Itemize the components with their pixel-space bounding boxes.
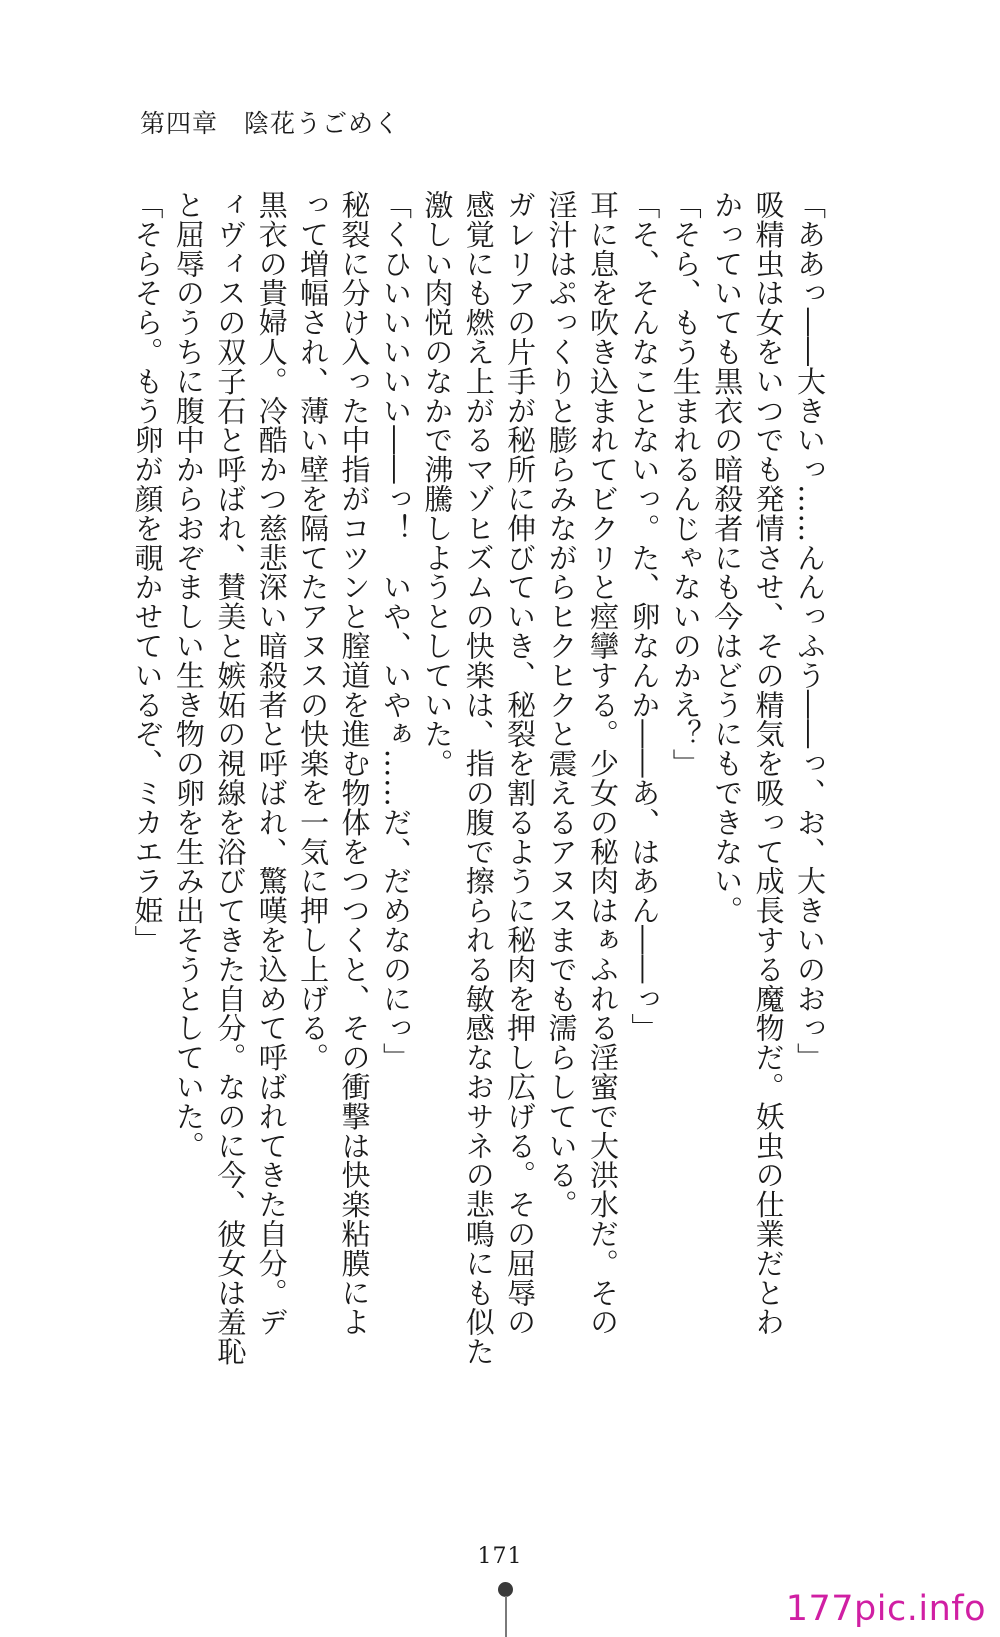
text-line: 「ああっ――大きいっ……んんっふう――っ、お、大きいのおっ」 [793,190,827,1072]
text-line: 感覚にも燃え上がるマゾヒズムの快楽は、指の腹で擦られる敏感なおサネの悲鳴にも似た [461,190,496,1366]
text-line: ィヴィスの双子石と呼ばれ、賛美と嫉妬の視線を浴びてきた自分。なのに今、彼女は羞恥 [213,190,248,1366]
text-line: 「そ、そんなことないっ。た、卵なんか――あ、はあん――っ」 [627,190,662,1043]
page-marker-dot [498,1582,513,1597]
text-line: 耳に息を吹き込まれてビクリと痙攣する。少女の秘肉はぁふれる淫蜜で大洪水だ。その [585,190,620,1337]
text-line: って増幅され、薄い壁を隔てたアヌスの快楽を一気に押し上げる。 [296,190,331,1072]
text-line: 吸精虫は女をいつでも発情させ、その精気を吸って成長する魔物だ。妖虫の仕業だとわ [751,190,786,1337]
body-text [126,190,830,1366]
text-line: かっていても黒衣の暗殺者にも今はどうにもできない。 [710,190,745,925]
text-line: 「そらそら。もう卵が顔を覗かせているぞ、ミカエラ姫」 [130,190,165,955]
text-line: 「くひいいいいい――っ！ いや、いやぁ……だ、だめなのにっ」 [378,190,413,1072]
text-line: 淫汁はぷっくりと膨らみながらヒクヒクと震えるアヌスまでも濡らしている。 [544,190,579,1219]
text-line: 「そら、もう生まれるんじゃないのかえ？」 [668,190,703,778]
page-marker-line [505,1596,507,1637]
text-line: 黒衣の貴婦人。冷酷かつ慈悲深い暗殺者と呼ばれ、驚嘆を込めて呼ばれてきた自分。デ [254,190,289,1337]
text-line: ガレリアの片手が秘所に伸びていき、秘裂を割るように秘肉を押し広げる。その屈辱の [503,190,538,1337]
text-line: 激しい肉悦のなかで沸騰しようとしていた。 [420,190,455,778]
text-line: と屈辱のうちに腹中からおぞましい生き物の卵を生み出そうとしていた。 [171,190,206,1161]
running-head: 第四章 陰花うごめく [140,109,401,138]
watermark: 177pic.info [785,1589,986,1629]
page-number: 171 [477,1544,523,1569]
text-line: 秘裂に分け入った中指がコツンと膣道を進む物体をつつくと、その衝撃は快楽粘膜によ [337,190,372,1337]
